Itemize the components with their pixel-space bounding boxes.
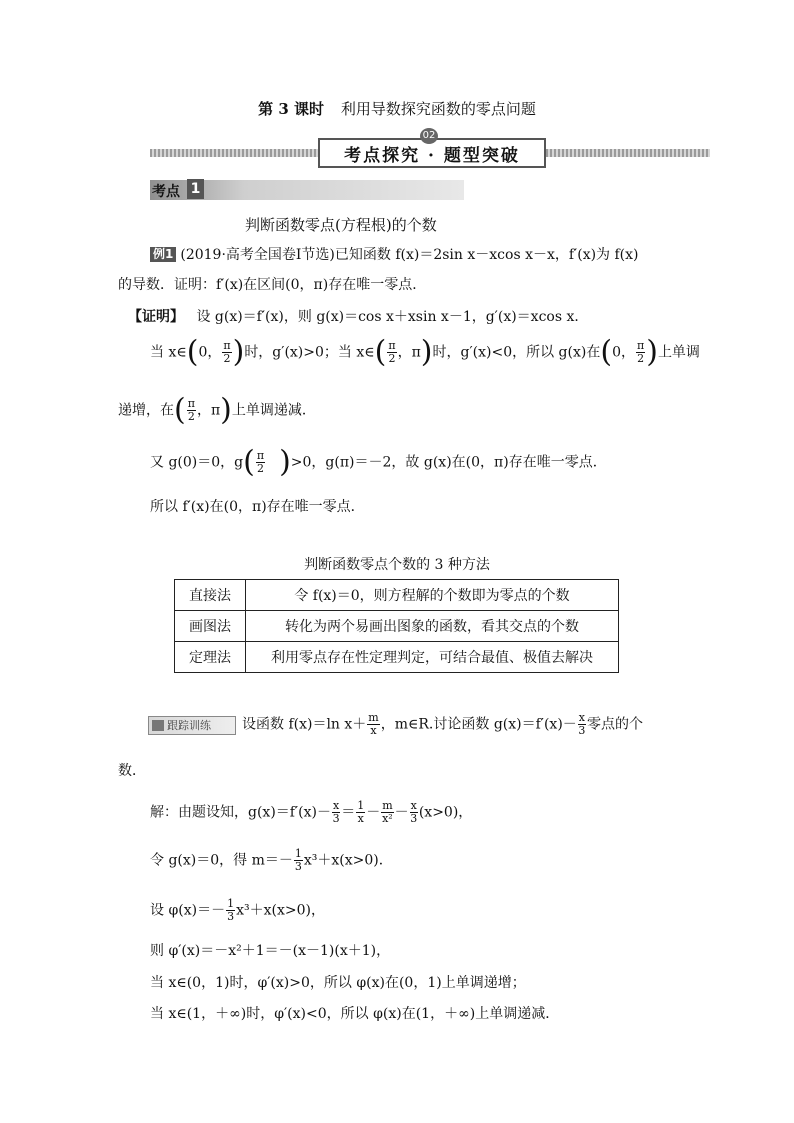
frac-num: m — [382, 799, 393, 812]
kaodian-number: 1 — [187, 179, 204, 199]
section-subheading: 判断函数零点(方程根)的个数 — [245, 216, 437, 234]
proof-l4-a: 又 g(0)＝0，g — [150, 454, 244, 471]
frac-num: x — [332, 799, 340, 812]
frac-num: π — [388, 339, 396, 352]
fraction-x-over-3 — [332, 800, 340, 825]
fraction-1-over-3 — [226, 898, 235, 923]
fraction-pi-over-2 — [636, 340, 645, 365]
proof-l3-c: 上单调递减． — [231, 402, 316, 419]
frac-den: 2 — [187, 410, 195, 423]
solution-line-2 — [150, 848, 393, 873]
sol-l2-b: x³＋x(x>0)． — [303, 852, 393, 869]
practice-l1-b: ，m∈R.讨论函数 g(x)＝f′(x)－ — [380, 716, 577, 733]
methods-caption: 判断函数零点个数的 3 种方法 — [304, 557, 490, 573]
solution-line-3 — [150, 898, 325, 923]
fraction-1-over-3 — [294, 848, 303, 873]
fraction-pi-over-2 — [187, 398, 196, 423]
frac-den: 2 — [637, 352, 645, 365]
sol-l1-c: (x>0)， — [418, 804, 473, 821]
practice-line-1 — [242, 712, 643, 737]
paren: ) — [420, 334, 433, 370]
frac-den: x — [370, 724, 377, 737]
paren: ) — [220, 392, 232, 428]
frac-num: π — [256, 449, 265, 462]
proof-l3-a: 递增，在 — [118, 402, 174, 419]
frac-num: π — [223, 339, 231, 352]
fraction-m-over-x2 — [381, 800, 393, 825]
minus-sign: － — [394, 804, 409, 821]
paren: ) — [279, 444, 291, 480]
practice-l1-a: 设函数 f(x)＝ln x＋ — [242, 716, 367, 733]
frac-den: x² — [382, 812, 393, 825]
frac-num: 1 — [357, 799, 365, 812]
frac-num: m — [368, 711, 379, 724]
method-desc: 利用零点存在性定理判定，可结合最值、极值去解决 — [246, 642, 619, 673]
paren: ( — [374, 334, 387, 370]
method-desc: 令 f(x)＝0，则方程解的个数即为零点的个数 — [246, 580, 619, 611]
paren: ( — [243, 444, 255, 480]
proof-line-4 — [150, 444, 607, 480]
example-badge: 例1 — [150, 247, 176, 262]
solution-line-5: 当 x∈(0，1)时，φ′(x)>0，所以 φ(x)在(0，1)上单调递增； — [150, 975, 526, 991]
practice-badge-label: 跟踪训练 — [167, 719, 211, 732]
method-name: 直接法 — [175, 580, 246, 611]
proof-l2-e: 时，g′(x)<0，所以 g(x)在 — [432, 344, 601, 361]
practice-badge — [148, 716, 236, 735]
page-title — [0, 98, 794, 119]
fraction-m-over-x — [367, 712, 379, 737]
example-line-1 — [150, 244, 639, 264]
banner-text: 考点探究 · 题型突破 — [344, 145, 520, 166]
frac-num: 1 — [227, 897, 235, 910]
method-desc: 转化为两个易画出图象的函数，看其交点的个数 — [246, 611, 619, 642]
proof-line-3 — [118, 392, 316, 428]
solution-line-6: 当 x∈(1，＋∞)时，φ′(x)<0，所以 φ(x)在(1，＋∞)上单调递减． — [150, 1006, 560, 1022]
paren: ( — [600, 334, 613, 370]
proof-label: 【证明】 — [128, 309, 184, 325]
fraction-x-over-3 — [578, 712, 586, 737]
table-row — [175, 611, 619, 642]
proof-line-2 — [150, 334, 700, 370]
proof-l2-b: 0， — [198, 344, 222, 361]
frac-num: 1 — [294, 847, 302, 860]
sol-l1-a: 解：由题设知，g(x)＝f′(x)－ — [150, 804, 331, 821]
fraction-pi-over-2 — [387, 340, 396, 365]
example-text-1: (2019·高考全国卷Ⅰ节选)已知函数 f(x)＝2sin x－xcos x－x，f′(x)为 f(x) — [180, 247, 639, 263]
minus-sign: － — [366, 804, 381, 821]
proof-text-1: 设 g(x)＝f′(x)，则 g(x)＝cos x＋xsin x－1，g′(x)＝xcos x． — [196, 309, 589, 325]
sol-l1-b: ＝ — [341, 804, 356, 821]
lesson-number: 第 3 课时 — [258, 100, 325, 118]
frac-num: π — [187, 397, 195, 410]
frac-den: 3 — [410, 812, 418, 825]
sol-l3-b: x³＋x(x>0)， — [236, 902, 325, 919]
frac-den: 2 — [223, 352, 231, 365]
fraction-pi-over-2 — [222, 340, 231, 365]
frac-den: 3 — [332, 812, 340, 825]
pencil-icon — [152, 720, 164, 731]
example-line-2: 的导数．证明：f′(x)在区间(0，π)存在唯一零点． — [118, 277, 427, 293]
solution-line-4: 则 φ′(x)＝－x²＋1＝－(x－1)(x＋1)， — [150, 943, 391, 959]
paren: ( — [174, 392, 186, 428]
solution-line-1 — [150, 800, 472, 825]
proof-l2-g: 上单调 — [657, 344, 700, 361]
frac-num: x — [578, 711, 585, 724]
proof-l2-d: ，π — [397, 344, 421, 361]
frac-num: x — [410, 799, 417, 812]
fraction-1-over-x — [356, 800, 365, 825]
proof-l2-a: 当 x∈ — [150, 344, 187, 361]
paren: ) — [646, 334, 658, 370]
frac-den: x — [357, 812, 364, 825]
method-name: 画图法 — [175, 611, 246, 642]
frac-den: 2 — [256, 462, 264, 475]
frac-den: 3 — [227, 910, 235, 923]
proof-line-5: 所以 f′(x)在(0，π)存在唯一零点． — [150, 499, 365, 515]
frac-den: 2 — [388, 352, 396, 365]
proof-l3-b: ，π — [196, 402, 221, 419]
sol-l3-a: 设 φ(x)＝－ — [150, 902, 226, 919]
fraction-x-over-3 — [410, 800, 418, 825]
sol-l2-a: 令 g(x)＝0，得 m＝－ — [150, 852, 293, 869]
banner-number: 02 — [420, 128, 438, 144]
frac-den: 3 — [294, 860, 302, 873]
methods-table — [174, 579, 619, 673]
table-row — [175, 580, 619, 611]
kaodian-label: 考点 — [152, 184, 180, 200]
paren: ) — [232, 334, 245, 370]
proof-l4-b: >0，g(π)＝－2，故 g(x)在(0，π)存在唯一零点． — [290, 454, 607, 471]
frac-num: π — [636, 339, 645, 352]
method-name: 定理法 — [175, 642, 246, 673]
fraction-pi-over-2 — [256, 450, 265, 475]
paren: ( — [186, 334, 199, 370]
proof-line-1 — [128, 306, 588, 326]
frac-den: 3 — [578, 724, 586, 737]
lesson-topic: 利用导数探究函数的零点问题 — [340, 100, 536, 118]
proof-l2-c: 时，g′(x)>0；当 x∈ — [244, 344, 375, 361]
practice-l1-c: 零点的个 — [587, 716, 643, 733]
proof-l2-f: 0， — [612, 344, 635, 361]
practice-line-2: 数． — [118, 763, 146, 779]
table-row — [175, 642, 619, 673]
